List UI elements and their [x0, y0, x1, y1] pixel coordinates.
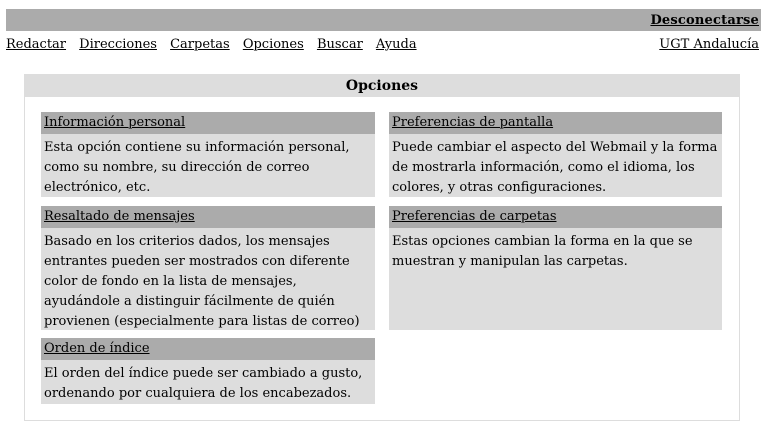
index-order-box [41, 338, 375, 404]
message-highlight-link[interactable]: Resaltado de mensajes [44, 209, 195, 224]
options-panel [24, 74, 740, 421]
personal-info-box [41, 112, 375, 197]
top-bar [6, 9, 761, 31]
nav-folders-link[interactable]: Carpetas [170, 37, 230, 52]
personal-info-link[interactable]: Información personal [44, 115, 186, 130]
main-menu [6, 37, 426, 52]
org-link[interactable]: UGT Andalucía [659, 37, 759, 52]
folder-prefs-description: Estas opciones cambian la forma en la que se muestran y manipulan las carpetas. [392, 234, 693, 269]
display-prefs-description: Puede cambiar el aspecto del Webmail y la forma de mostrarla información, como el idioma, los colores, y otras configuraciones. [392, 140, 718, 195]
folder-prefs-box [389, 206, 722, 330]
nav-search-link[interactable]: Buscar [316, 37, 363, 52]
nav-help-link[interactable]: Ayuda [375, 37, 417, 52]
nav-addresses-link[interactable]: Direcciones [79, 37, 157, 52]
display-prefs-box [389, 112, 722, 197]
personal-info-description: Esta opción contiene su información personal, como su nombre, su dirección de correo electrónico, etc. [44, 140, 350, 195]
index-order-description: El orden del índice puede ser cambiado a gusto, ordenando por cualquiera de los encabezados. [44, 366, 363, 401]
index-order-link[interactable]: Orden de índice [44, 341, 150, 356]
message-highlight-description: Basado en los criterios dados, los mensajes entrantes pueden ser mostrados con diferente color de fondo en la lista de mensajes, ayudándole a distinguir fácilmente de quién provienen (especialmente para listas de correo) [44, 234, 360, 329]
folder-prefs-link[interactable]: Preferencias de carpetas [392, 209, 557, 224]
display-prefs-link[interactable]: Preferencias de pantalla [392, 115, 554, 130]
message-highlight-box [41, 206, 375, 330]
nav-bar [6, 37, 761, 55]
logout-link[interactable]: Desconectarse [650, 13, 759, 28]
nav-options-link[interactable]: Opciones [242, 37, 304, 52]
nav-compose-link[interactable]: Redactar [6, 37, 67, 52]
options-title: Opciones [25, 75, 739, 97]
